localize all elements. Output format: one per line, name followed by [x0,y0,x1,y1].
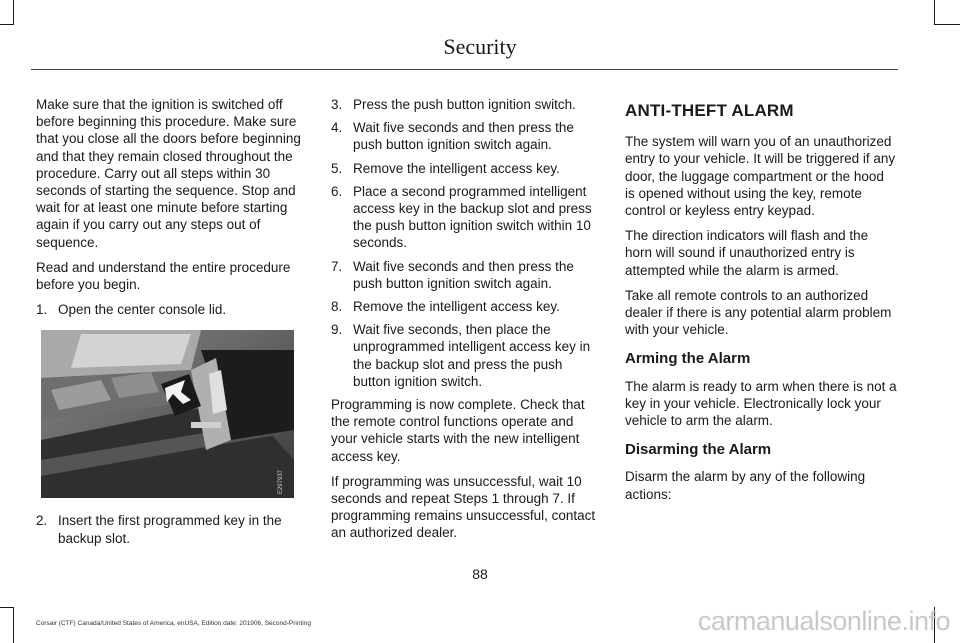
list-item [331,96,602,113]
programming-complete-paragraph: Programming is now complete. Check that the remote control functions operate and your vehicle starts with the new intelligent access key. [331,397,585,464]
edition-footer: Corsair (CTF) Canada/United States of America, enUSA, Edition date: 201906, Second-Printing [36,620,311,627]
step-text: Wait five seconds, then place the unprogrammed intelligent access key in the backup slot and press the push button ignition switch. [353,322,591,389]
alarm-indicators-paragraph: The direction indicators will flash and the horn will sound if unauthorized entry is attempted while the alarm is armed. [625,228,869,278]
step-number: 2. [36,513,48,529]
disarming-paragraph: Disarm the alarm by any of the following actions: [625,469,866,502]
step-text: Wait five seconds and then press the push button ignition switch again. [353,120,574,153]
steps-list [36,301,302,318]
crop-mark [13,607,14,643]
step-text: Wait five seconds and then press the push button ignition switch again. [353,258,574,291]
step-number: 3. [331,97,343,112]
console-illustration-svg [41,330,294,498]
list-item [36,301,302,318]
step-text: Remove the intelligent access key. [353,160,560,176]
step-number: 7. [331,258,343,274]
step-text: Remove the intelligent access key. [353,299,560,315]
arming-paragraph: The alarm is ready to arm when there is not a key in your vehicle. Electronically lock your vehicle to arm the alarm. [625,378,897,429]
steps-list [331,96,602,390]
step-text: Insert the first programmed key in the backup slot. [58,513,282,546]
step-text: Open the center console lid. [58,302,227,318]
step-text: Place a second programmed intelligent access key in the backup slot and press the push button ignition switch within 10 seconds. [353,183,592,251]
page-title: Security [443,34,517,59]
list-item [331,160,602,177]
read-procedure-paragraph: Read and understand the entire procedure before you begin. [36,259,291,293]
step-number: 5. [331,160,343,176]
alarm-dealer-paragraph: Take all remote controls to an authorized dealer if there is any potential alarm problem with your vehicle. [625,287,892,338]
console-backup-slot-illustration [41,330,294,498]
column-3 [625,96,897,511]
crop-mark [13,0,14,24]
step-number: 1. [36,302,48,318]
crop-mark [0,24,14,25]
crop-mark [0,607,14,608]
crop-mark [934,0,935,24]
step-number: 6. [331,183,343,199]
crop-mark [934,24,960,25]
list-item [331,183,602,252]
header-divider [31,69,898,70]
step-number: 8. [331,299,343,315]
list-item [331,119,602,153]
steps-list-continued [36,512,302,546]
list-item [331,258,602,292]
step-number: 9. [331,322,343,338]
section-heading: ANTI-THEFT ALARM [625,101,794,120]
alarm-description-paragraph: The system will warn you of an unauthorized entry to your vehicle. It will be triggered if any door, the luggage compartment or the hood is opened without using the key, remote control or keyless entry keypad. [625,134,896,219]
list-item [331,321,602,390]
column-1 [36,96,302,553]
subsection-heading-disarming: Disarming the Alarm [625,441,772,459]
step-text: Press the push button ignition switch. [353,97,576,112]
page-number: 88 [472,566,488,582]
step-number: 4. [331,120,343,136]
list-item [331,298,602,315]
figure-code: E297937 [277,470,284,495]
column-2 [331,96,602,550]
list-item [36,512,302,546]
intro-paragraph: Make sure that the ignition is switched off before beginning this procedure. Make sure that you close all the doors before beginning and that they remain closed throughout the procedure. Carry out all steps within 30 seconds of starting the sequence. Stop and wait for at least one minute before starting again if you carry out any steps out of sequence. [36,97,301,250]
programming-unsuccessful-paragraph: If programming was unsuccessful, wait 10 seconds and repeat Steps 1 through 7. If programming remains unsuccessful, contact an authorized dealer. [331,473,596,541]
watermark: carmanualsonline.info [697,606,950,636]
subsection-heading-arming: Arming the Alarm [625,350,751,368]
